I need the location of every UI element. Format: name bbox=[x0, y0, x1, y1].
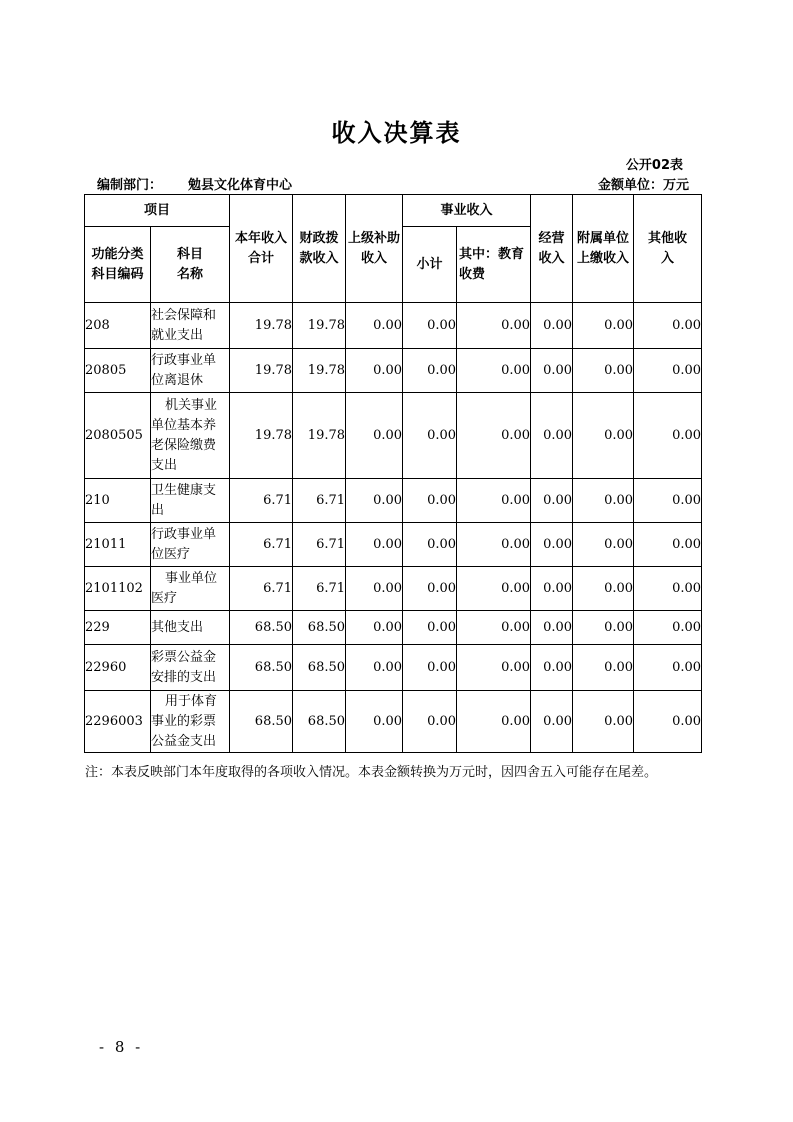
cell-operating: 0.00 bbox=[531, 645, 573, 691]
cell-other: 0.00 bbox=[634, 567, 702, 611]
header-fiscal: 财政拨款收入 bbox=[293, 195, 346, 303]
dept-label: 编制部门： bbox=[97, 178, 163, 193]
table-row bbox=[85, 645, 702, 691]
cell-edu-fee: 0.00 bbox=[457, 349, 531, 393]
cell-total: 19.78 bbox=[230, 349, 293, 393]
cell-affiliated: 0.00 bbox=[573, 349, 634, 393]
cell-edu-fee: 0.00 bbox=[457, 645, 531, 691]
cell-code: 22960 bbox=[85, 645, 151, 691]
cell-operating: 0.00 bbox=[531, 303, 573, 349]
cell-total: 6.71 bbox=[230, 523, 293, 567]
cell-fiscal: 68.50 bbox=[293, 691, 346, 753]
header-func-code: 功能分类科目编码 bbox=[85, 227, 151, 303]
cell-other: 0.00 bbox=[634, 393, 702, 479]
compiling-department bbox=[97, 174, 292, 193]
cell-superior: 0.00 bbox=[346, 611, 403, 645]
cell-total: 68.50 bbox=[230, 691, 293, 753]
header-edu-fee: 其中：教育收费 bbox=[457, 227, 531, 303]
header-item: 项目 bbox=[85, 195, 230, 227]
table-row bbox=[85, 303, 702, 349]
header-business: 事业收入 bbox=[403, 195, 531, 227]
cell-subtotal: 0.00 bbox=[403, 523, 457, 567]
cell-fiscal: 6.71 bbox=[293, 479, 346, 523]
cell-edu-fee: 0.00 bbox=[457, 303, 531, 349]
cell-other: 0.00 bbox=[634, 691, 702, 753]
cell-fiscal: 68.50 bbox=[293, 645, 346, 691]
table-row bbox=[85, 611, 702, 645]
cell-code: 208 bbox=[85, 303, 151, 349]
cell-edu-fee: 0.00 bbox=[457, 691, 531, 753]
cell-subtotal: 0.00 bbox=[403, 691, 457, 753]
cell-affiliated: 0.00 bbox=[573, 611, 634, 645]
cell-other: 0.00 bbox=[634, 645, 702, 691]
table-row bbox=[85, 691, 702, 753]
cell-code: 2080505 bbox=[85, 393, 151, 479]
cell-operating: 0.00 bbox=[531, 479, 573, 523]
cell-name: 用于体育事业的彩票公益金支出 bbox=[151, 691, 230, 753]
cell-operating: 0.00 bbox=[531, 567, 573, 611]
cell-operating: 0.00 bbox=[531, 523, 573, 567]
cell-name: 卫生健康支出 bbox=[151, 479, 230, 523]
cell-fiscal: 6.71 bbox=[293, 523, 346, 567]
cell-other: 0.00 bbox=[634, 523, 702, 567]
header-total: 本年收入合计 bbox=[230, 195, 293, 303]
table-note: 注：本表反映部门本年度取得的各项收入情况。本表金额转换为万元时，因四舍五入可能存在尾差。 bbox=[85, 765, 658, 780]
cell-name: 社会保障和就业支出 bbox=[151, 303, 230, 349]
header-row-1 bbox=[85, 195, 702, 227]
cell-subtotal: 0.00 bbox=[403, 611, 457, 645]
amount-unit: 金额单位：万元 bbox=[597, 178, 689, 193]
cell-fiscal: 19.78 bbox=[293, 393, 346, 479]
cell-affiliated: 0.00 bbox=[573, 691, 634, 753]
cell-total: 6.71 bbox=[230, 479, 293, 523]
cell-operating: 0.00 bbox=[531, 691, 573, 753]
cell-edu-fee: 0.00 bbox=[457, 611, 531, 645]
cell-superior: 0.00 bbox=[346, 393, 403, 479]
cell-subtotal: 0.00 bbox=[403, 349, 457, 393]
table-row bbox=[85, 567, 702, 611]
cell-edu-fee: 0.00 bbox=[457, 393, 531, 479]
cell-edu-fee: 0.00 bbox=[457, 523, 531, 567]
cell-edu-fee: 0.00 bbox=[457, 479, 531, 523]
cell-total: 68.50 bbox=[230, 611, 293, 645]
cell-name: 机关事业单位基本养老保险缴费支出 bbox=[151, 393, 230, 479]
cell-edu-fee: 0.00 bbox=[457, 567, 531, 611]
cell-name: 行政事业单位离退休 bbox=[151, 349, 230, 393]
header-other: 其他收入 bbox=[634, 195, 702, 303]
header-subtotal: 小计 bbox=[403, 227, 457, 303]
cell-total: 19.78 bbox=[230, 303, 293, 349]
cell-superior: 0.00 bbox=[346, 303, 403, 349]
page-title: 收入决算表 bbox=[331, 119, 462, 147]
cell-subtotal: 0.00 bbox=[403, 479, 457, 523]
cell-fiscal: 68.50 bbox=[293, 611, 346, 645]
table-row bbox=[85, 479, 702, 523]
cell-operating: 0.00 bbox=[531, 393, 573, 479]
cell-affiliated: 0.00 bbox=[573, 479, 634, 523]
cell-total: 6.71 bbox=[230, 567, 293, 611]
table-row bbox=[85, 349, 702, 393]
cell-superior: 0.00 bbox=[346, 691, 403, 753]
table-body bbox=[85, 303, 702, 753]
cell-code: 2101102 bbox=[85, 567, 151, 611]
cell-subtotal: 0.00 bbox=[403, 645, 457, 691]
cell-superior: 0.00 bbox=[346, 567, 403, 611]
page-number: - 8 - bbox=[99, 1038, 144, 1056]
cell-superior: 0.00 bbox=[346, 523, 403, 567]
cell-name: 事业单位医疗 bbox=[151, 567, 230, 611]
header-operating: 经营收入 bbox=[531, 195, 573, 303]
cell-total: 68.50 bbox=[230, 645, 293, 691]
cell-code: 21011 bbox=[85, 523, 151, 567]
cell-superior: 0.00 bbox=[346, 645, 403, 691]
cell-affiliated: 0.00 bbox=[573, 645, 634, 691]
cell-fiscal: 19.78 bbox=[293, 303, 346, 349]
cell-name: 其他支出 bbox=[151, 611, 230, 645]
cell-affiliated: 0.00 bbox=[573, 523, 634, 567]
cell-code: 229 bbox=[85, 611, 151, 645]
header-affiliated: 附属单位上缴收入 bbox=[573, 195, 634, 303]
cell-fiscal: 19.78 bbox=[293, 349, 346, 393]
cell-affiliated: 0.00 bbox=[573, 567, 634, 611]
cell-code: 2296003 bbox=[85, 691, 151, 753]
cell-total: 19.78 bbox=[230, 393, 293, 479]
cell-name: 彩票公益金安排的支出 bbox=[151, 645, 230, 691]
header-subject-name: 科目名称 bbox=[151, 227, 230, 303]
cell-subtotal: 0.00 bbox=[403, 567, 457, 611]
cell-code: 20805 bbox=[85, 349, 151, 393]
cell-subtotal: 0.00 bbox=[403, 303, 457, 349]
cell-operating: 0.00 bbox=[531, 611, 573, 645]
cell-fiscal: 6.71 bbox=[293, 567, 346, 611]
dept-name: 勉县文化体育中心 bbox=[188, 178, 293, 193]
cell-superior: 0.00 bbox=[346, 349, 403, 393]
cell-superior: 0.00 bbox=[346, 479, 403, 523]
cell-operating: 0.00 bbox=[531, 349, 573, 393]
cell-other: 0.00 bbox=[634, 611, 702, 645]
cell-affiliated: 0.00 bbox=[573, 393, 634, 479]
cell-name: 行政事业单位医疗 bbox=[151, 523, 230, 567]
cell-other: 0.00 bbox=[634, 303, 702, 349]
cell-other: 0.00 bbox=[634, 349, 702, 393]
cell-other: 0.00 bbox=[634, 479, 702, 523]
table-row bbox=[85, 523, 702, 567]
cell-subtotal: 0.00 bbox=[403, 393, 457, 479]
header-superior: 上级补助收入 bbox=[346, 195, 403, 303]
table-row bbox=[85, 393, 702, 479]
income-table bbox=[84, 194, 702, 753]
cell-code: 210 bbox=[85, 479, 151, 523]
cell-affiliated: 0.00 bbox=[573, 303, 634, 349]
form-number: 公开02表 bbox=[625, 158, 683, 173]
